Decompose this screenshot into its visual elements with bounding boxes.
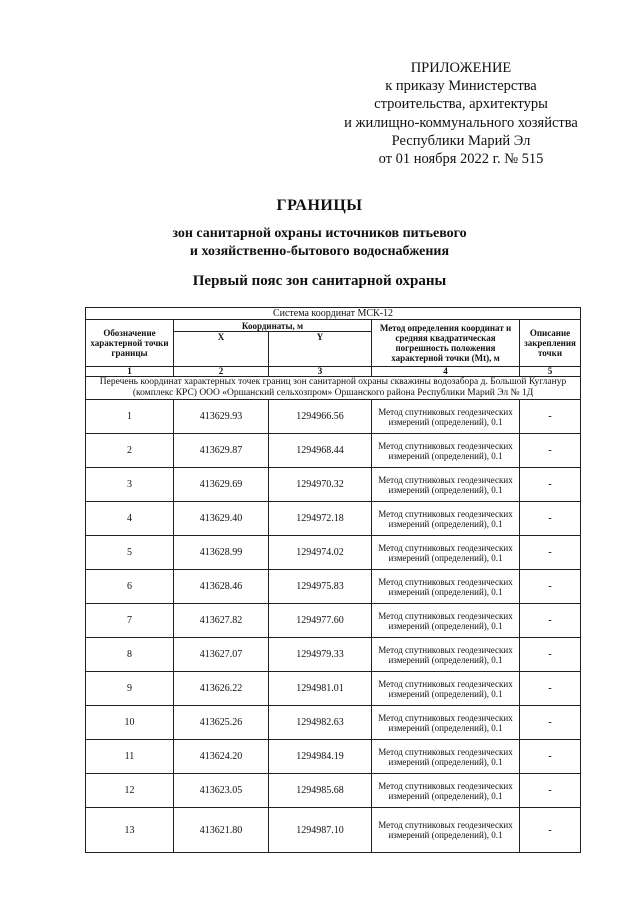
point-number: 12 — [86, 774, 174, 808]
coordinates-table — [85, 307, 581, 853]
coord-x: 413629.69 — [174, 468, 269, 502]
point-number: 11 — [86, 740, 174, 774]
method-cell: Метод спутниковых геодезических измерений (определений), 0.1 — [372, 400, 520, 434]
appendix-line: к приказу Министерства — [385, 78, 537, 95]
fixing-cell: - — [520, 672, 581, 706]
appendix-block — [330, 59, 592, 168]
coord-x: 413625.26 — [174, 706, 269, 740]
fixing-cell: - — [520, 706, 581, 740]
table-row — [86, 434, 581, 468]
coord-y: 1294984.19 — [269, 740, 372, 774]
point-number: 6 — [86, 570, 174, 604]
column-number: 5 — [520, 367, 581, 377]
table-row — [86, 604, 581, 638]
appendix-line: Республики Марий Эл — [391, 132, 531, 149]
table-row — [86, 536, 581, 570]
header-y: Y — [269, 332, 372, 367]
method-cell: Метод спутниковых геодезических измерений (определений), 0.1 — [372, 672, 520, 706]
coord-y: 1294974.02 — [269, 536, 372, 570]
table-row — [86, 468, 581, 502]
column-number-row — [86, 367, 581, 377]
coord-y: 1294966.56 — [269, 400, 372, 434]
belt-title: Первый пояс зон санитарной охраны — [192, 273, 447, 289]
point-number: 13 — [86, 808, 174, 853]
method-cell: Метод спутниковых геодезических измерений (определений), 0.1 — [372, 502, 520, 536]
header-designation: Обозначение характерной точки границы — [86, 320, 174, 367]
coord-y: 1294972.18 — [269, 502, 372, 536]
point-number: 8 — [86, 638, 174, 672]
table-row — [86, 740, 581, 774]
document-title: ГРАНИЦЫ — [276, 197, 363, 214]
fixing-cell: - — [520, 774, 581, 808]
method-cell: Метод спутниковых геодезических измерений (определений), 0.1 — [372, 774, 520, 808]
method-cell: Метод спутниковых геодезических измерений (определений), 0.1 — [372, 604, 520, 638]
appendix-date: от 01 ноября 2022 г. № 515 — [378, 151, 544, 168]
appendix-line: и жилищно-коммунального хозяйства — [344, 114, 578, 131]
point-number: 4 — [86, 502, 174, 536]
fixing-cell: - — [520, 400, 581, 434]
point-number: 5 — [86, 536, 174, 570]
point-number: 9 — [86, 672, 174, 706]
fixing-cell: - — [520, 502, 581, 536]
table-row — [86, 672, 581, 706]
subtitle-line-1: зон санитарной охраны источников питьевого — [172, 226, 467, 241]
list-caption: Перечень координат характерных точек границ зон санитарной охраны скважины водозабора д. Большой Кугланур (комплекс КРС) ООО «Оршанский сельхозпром» Оршанского района Республики Марий Эл № 1Д — [86, 377, 581, 400]
method-cell: Метод спутниковых геодезических измерений (определений), 0.1 — [372, 468, 520, 502]
header-coordinates: Координаты, м — [174, 320, 372, 332]
coordinate-system-label: Система координат МСК-12 — [86, 308, 581, 320]
method-cell: Метод спутниковых геодезических измерений (определений), 0.1 — [372, 740, 520, 774]
coord-y: 1294977.60 — [269, 604, 372, 638]
coord-x: 413629.87 — [174, 434, 269, 468]
method-cell: Метод спутниковых геодезических измерений (определений), 0.1 — [372, 434, 520, 468]
table-row — [86, 502, 581, 536]
coord-y: 1294985.68 — [269, 774, 372, 808]
coord-y: 1294987.10 — [269, 808, 372, 853]
appendix-heading: ПРИЛОЖЕНИЕ — [410, 60, 512, 76]
coordinate-system-row — [86, 308, 581, 320]
list-caption-row — [86, 377, 581, 400]
coord-x: 413629.93 — [174, 400, 269, 434]
column-number: 4 — [372, 367, 520, 377]
coord-y: 1294981.01 — [269, 672, 372, 706]
coord-y: 1294975.83 — [269, 570, 372, 604]
method-cell: Метод спутниковых геодезических измерений (определений), 0.1 — [372, 536, 520, 570]
coord-x: 413629.40 — [174, 502, 269, 536]
coord-x: 413627.82 — [174, 604, 269, 638]
subtitle-line-2: и хозяйственно-бытового водоснабжения — [189, 244, 450, 259]
column-number: 1 — [86, 367, 174, 377]
point-number: 10 — [86, 706, 174, 740]
table-row — [86, 570, 581, 604]
method-cell: Метод спутниковых геодезических измерений (определений), 0.1 — [372, 808, 520, 853]
column-number: 2 — [174, 367, 269, 377]
coord-y: 1294982.63 — [269, 706, 372, 740]
table-row — [86, 706, 581, 740]
table-row — [86, 400, 581, 434]
fixing-cell: - — [520, 434, 581, 468]
coord-x: 413624.20 — [174, 740, 269, 774]
fixing-cell: - — [520, 604, 581, 638]
appendix-line: строительства, архитектуры — [374, 96, 548, 113]
header-method: Метод определения координат и средняя квадратическая погрешность положения характерной точки (Mt), м — [372, 320, 520, 367]
coord-x: 413627.07 — [174, 638, 269, 672]
method-cell: Метод спутниковых геодезических измерений (определений), 0.1 — [372, 638, 520, 672]
method-cell: Метод спутниковых геодезических измерений (определений), 0.1 — [372, 570, 520, 604]
point-number: 2 — [86, 434, 174, 468]
fixing-cell: - — [520, 808, 581, 853]
coord-y: 1294979.33 — [269, 638, 372, 672]
fixing-cell: - — [520, 638, 581, 672]
coord-y: 1294970.32 — [269, 468, 372, 502]
coord-x: 413626.22 — [174, 672, 269, 706]
fixing-cell: - — [520, 570, 581, 604]
table-row — [86, 808, 581, 853]
point-number: 7 — [86, 604, 174, 638]
header-x: X — [174, 332, 269, 367]
coord-x: 413628.99 — [174, 536, 269, 570]
coord-x: 413623.05 — [174, 774, 269, 808]
fixing-cell: - — [520, 536, 581, 570]
fixing-cell: - — [520, 468, 581, 502]
method-cell: Метод спутниковых геодезических измерений (определений), 0.1 — [372, 706, 520, 740]
header-fixing: Описание закрепления точки — [520, 320, 581, 367]
coord-x: 413628.46 — [174, 570, 269, 604]
table-row — [86, 774, 581, 808]
point-number: 1 — [86, 400, 174, 434]
column-number: 3 — [269, 367, 372, 377]
header-row — [86, 320, 581, 332]
fixing-cell: - — [520, 740, 581, 774]
point-number: 3 — [86, 468, 174, 502]
coord-y: 1294968.44 — [269, 434, 372, 468]
coord-x: 413621.80 — [174, 808, 269, 853]
table-row — [86, 638, 581, 672]
document-subtitle — [0, 225, 639, 261]
